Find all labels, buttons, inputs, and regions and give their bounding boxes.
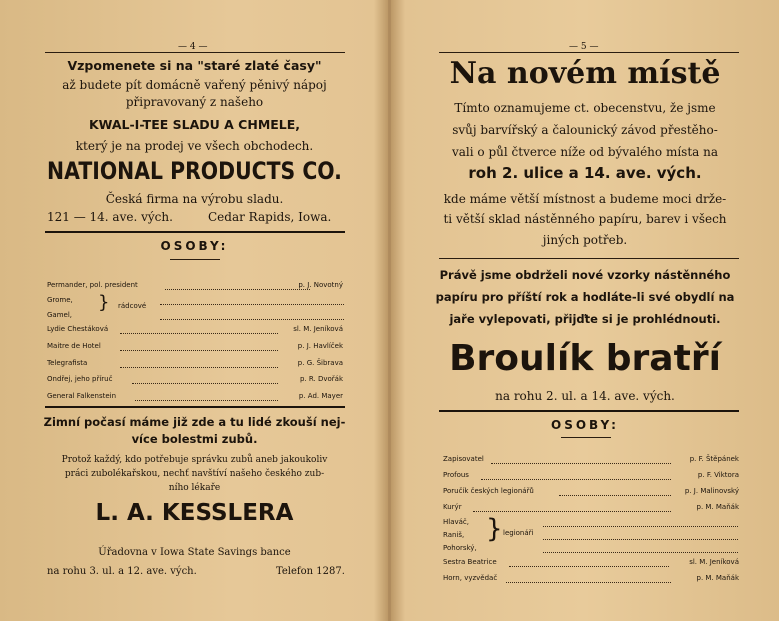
cast-role: General Falkenstein bbox=[47, 392, 117, 400]
section-rule bbox=[439, 258, 739, 259]
dot-leader bbox=[120, 333, 278, 334]
dot-leader bbox=[506, 582, 671, 583]
cast-role: Zapisovatel bbox=[443, 455, 484, 463]
ad-headline: Zimní počasí máme již zde a tu lidé zkouší nej- bbox=[43, 415, 346, 429]
ad-text: až budete pít domácně vařený pěnivý nápoj bbox=[62, 78, 327, 92]
cast-role: Gamel, bbox=[47, 311, 73, 319]
dot-leader bbox=[543, 539, 738, 540]
office-phone: Telefon 1287. bbox=[276, 566, 345, 577]
cast-actor: p. G. Šibrava bbox=[297, 359, 343, 367]
header-rule bbox=[439, 52, 739, 53]
company-name: NATIONAL PRODUCTS CO. bbox=[47, 157, 342, 185]
page-number: — 4 — bbox=[178, 42, 208, 52]
cast-role: Telegrafista bbox=[47, 359, 88, 367]
cast-role: Kurýr bbox=[443, 503, 462, 511]
short-rule bbox=[561, 437, 611, 438]
ad-text: kde máme větší místnost a budeme moci drže- bbox=[443, 192, 727, 206]
group-label: legionáři bbox=[503, 529, 534, 537]
right-page bbox=[391, 0, 779, 621]
dot-leader bbox=[543, 526, 738, 527]
cast-role: Permander, pol. president bbox=[47, 281, 138, 289]
company-address: 121 — 14. ave. vých. bbox=[47, 210, 173, 224]
ad-text: ního lékaře bbox=[168, 483, 221, 493]
cast-actor: sl. M. Jeníková bbox=[293, 325, 343, 333]
dot-leader bbox=[491, 463, 671, 464]
cast-heading: OSOBY: bbox=[160, 239, 229, 253]
dot-leader bbox=[120, 350, 278, 351]
cast-actor: p. M. Maňák bbox=[696, 574, 739, 582]
cast-role: Horn, vyzvědač bbox=[443, 574, 498, 582]
header-rule bbox=[45, 52, 345, 53]
cast-actor: sl. M. Jeníková bbox=[689, 558, 739, 566]
dot-leader bbox=[160, 304, 344, 305]
dentist-name: L. A. KESSLERA bbox=[95, 500, 294, 526]
new-location: roh 2. ulice a 14. ave. vých. bbox=[468, 164, 702, 182]
brace-icon: } bbox=[486, 514, 503, 544]
ad-text: Protož každý, kdo potřebuje správku zubů aneb jakoukoliv bbox=[61, 455, 328, 465]
cast-role: Maitre de Hotel bbox=[47, 342, 101, 350]
cast-role: Grome, bbox=[47, 296, 73, 304]
dot-leader bbox=[559, 495, 671, 496]
cast-heading: OSOBY: bbox=[551, 418, 619, 432]
ad-headline: více bolestmi zubů. bbox=[131, 432, 258, 446]
ad-product: KWAL-I-TEE SLADU A CHMELE, bbox=[88, 117, 301, 132]
brand-name: Broulík bratří bbox=[449, 338, 721, 379]
cast-actor: p. M. Maňák bbox=[696, 503, 739, 511]
brace-icon: } bbox=[98, 292, 110, 313]
cast-actor: p. J. Havlíček bbox=[297, 342, 343, 350]
cast-role: Poručík českých legionářů bbox=[443, 487, 534, 495]
ad-text: svůj barvířský a čalounický závod přestěho- bbox=[452, 123, 718, 137]
group-label: rádcové bbox=[118, 302, 147, 310]
cast-role: Raniš, bbox=[443, 531, 465, 539]
cast-actor: p. F. Viktora bbox=[697, 471, 739, 479]
cast-actor: p. R. Dvořák bbox=[300, 375, 343, 383]
section-rule bbox=[439, 410, 739, 412]
dot-leader bbox=[543, 552, 738, 553]
left-page bbox=[0, 0, 389, 621]
ad-text: Tímto oznamujeme ct. obecenstvu, že jsme bbox=[454, 101, 716, 115]
ad-text: jiných potřeb. bbox=[542, 233, 628, 247]
dot-leader bbox=[132, 383, 278, 384]
short-rule bbox=[170, 259, 220, 260]
cast-role: Hlaváč, bbox=[443, 518, 470, 526]
section-rule bbox=[45, 406, 345, 408]
brand-address: na rohu 2. ul. a 14. ave. vých. bbox=[495, 389, 675, 403]
cast-actor: p. F. Štěpánek bbox=[689, 455, 739, 463]
dot-leader bbox=[165, 289, 310, 290]
dot-leader bbox=[120, 367, 278, 368]
ad-text: ti větší sklad nástěnného papíru, barev i všech bbox=[443, 212, 727, 226]
ad-text: vali o půl čtverce níže od bývalého místa na bbox=[452, 145, 718, 159]
ad-text: který je na prodej ve všech obchodech. bbox=[75, 139, 314, 153]
dot-leader bbox=[473, 511, 671, 512]
ad-title: Na novém místě bbox=[449, 56, 721, 91]
ad-bold-text: Právě jsme obdrželi nové vzorky nástěnného bbox=[439, 268, 731, 282]
dot-leader bbox=[509, 566, 669, 567]
ad-bold-text: papíru pro příští rok a hodláte-li své obydlí na bbox=[435, 290, 735, 304]
page-number: — 5 — bbox=[569, 42, 599, 52]
ad-text: Česká firma na výrobu sladu. bbox=[105, 192, 284, 206]
office-street: na rohu 3. ul. a 12. ave. vých. bbox=[47, 566, 197, 577]
cast-actor: p. J. Malinovský bbox=[684, 487, 739, 495]
dot-leader bbox=[481, 479, 671, 480]
cast-role: Sestra Beatrice bbox=[443, 558, 497, 566]
ad-text: připravovaný z našeho bbox=[125, 95, 264, 109]
ad-headline: Vzpomenete si na "staré zlaté časy" bbox=[67, 58, 322, 73]
dot-leader bbox=[160, 319, 344, 320]
ad-text: práci zubolékařskou, nechť navštíví našeho českého zub- bbox=[64, 469, 325, 479]
dot-leader bbox=[135, 400, 278, 401]
cast-actor: p. J. Novotný bbox=[298, 281, 343, 289]
office-address: Úřadovna v Iowa State Savings bance bbox=[98, 547, 291, 558]
ad-bold-text: jaře vylepovati, přijďte si je prohlédnouti. bbox=[449, 312, 721, 326]
section-rule bbox=[45, 231, 345, 233]
cast-role: Profous bbox=[443, 471, 469, 479]
cast-actor: p. Ad. Mayer bbox=[298, 392, 343, 400]
company-city: Cedar Rapids, Iowa. bbox=[208, 210, 332, 224]
cast-role: Ondřej, jeho příruč bbox=[47, 375, 113, 383]
cast-role: Pohorský, bbox=[443, 544, 477, 552]
cast-role: Lydie Chestáková bbox=[47, 325, 109, 333]
